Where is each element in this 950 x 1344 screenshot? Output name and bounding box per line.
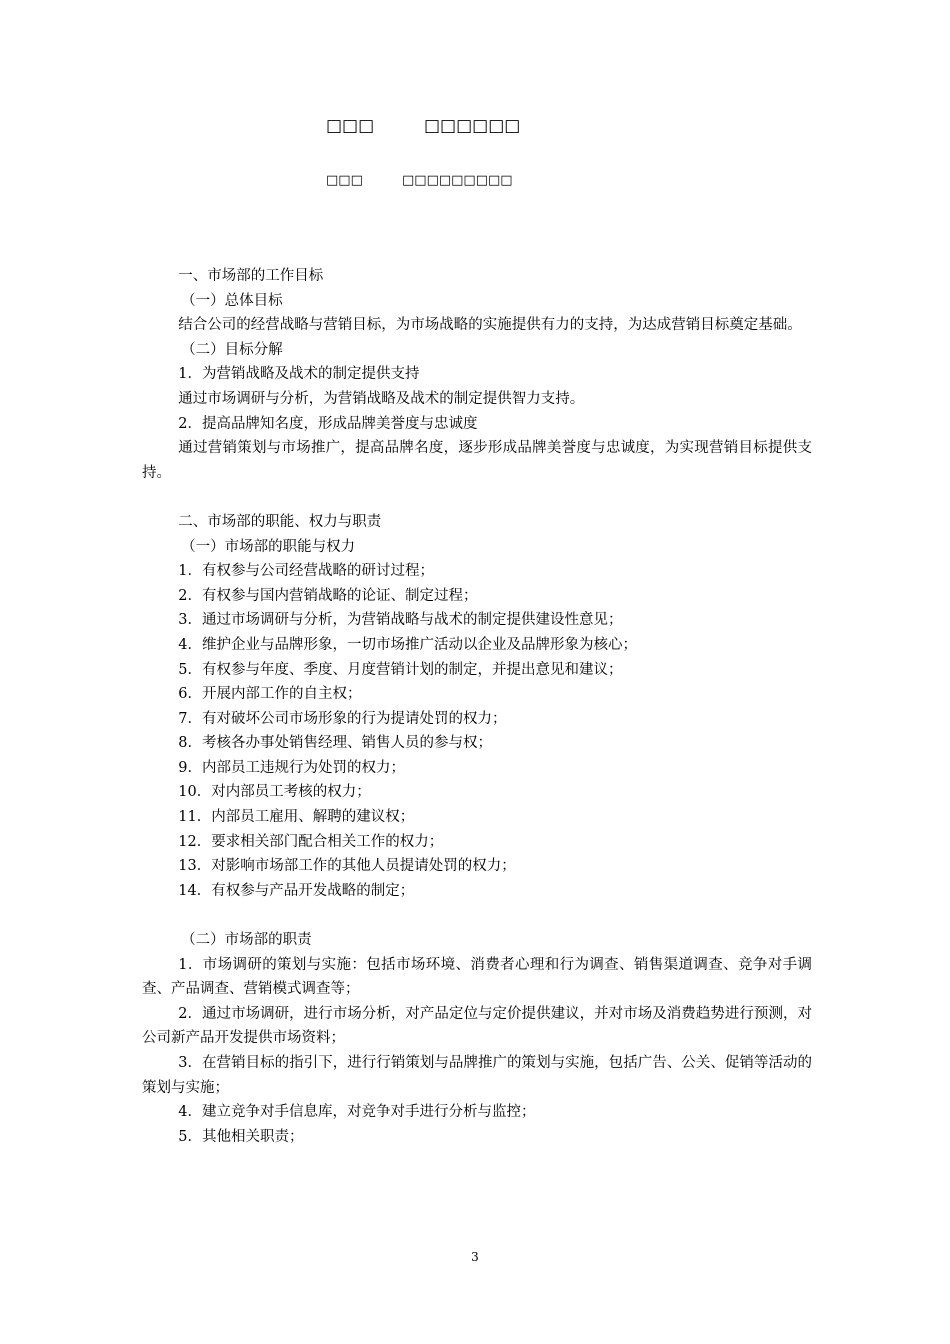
duty-item: 5．其他相关职责； [178, 1128, 304, 1145]
paragraph-gap [142, 903, 812, 928]
power-item: 9．内部员工违规行为处罚的权力； [178, 759, 405, 776]
power-item: 4．维护企业与品牌形象，一切市场推广活动以企业及品牌形象为核心； [178, 636, 637, 653]
goal-item-1-text: 通过市场调研与分析，为营销战略及战术的制定提供智力支持。 [178, 390, 585, 407]
chapter-title: □□□□□□ [424, 116, 521, 136]
duties-heading: （二）市场部的职责 [181, 932, 312, 949]
paragraph-gap [142, 485, 812, 510]
chapter-number: □□□ [326, 116, 375, 136]
section-number: □□□ [326, 173, 363, 188]
goal-item-1-title: 1．为营销战略及战术的制定提供支持 [178, 366, 420, 383]
power-item: 12．要求相关部门配合相关工作的权力； [178, 833, 444, 850]
duty-item: 2．通过市场调研，进行市场分析，对产品定位与定价提供建议，并对市场及消费趋势进行预测，对公司新产品开发提供市场资料； [142, 1005, 812, 1047]
power-item: 2．有权参与国内营销战略的论证、制定过程； [178, 587, 478, 604]
document-body [142, 264, 812, 1149]
overall-goal-heading: （一）总体目标 [181, 292, 283, 309]
overall-goal-text: 结合公司的经营战略与营销目标，为市场战略的实施提供有力的支持，为达成营销目标奠定基础。 [178, 317, 802, 334]
power-item: 10．对内部员工考核的权力； [178, 784, 371, 801]
duty-item: 1．市场调研的策划与实施：包括市场环境、消费者心理和行为调查、销售渠道调查、竞争对手调查、产品调查、营销模式调查等； [142, 956, 812, 998]
goal-item-2-text: 通过营销策划与市场推广，提高品牌名度，逐步形成品牌美誉度与忠诚度，为实现营销目标提供支持。 [142, 440, 812, 481]
part1-heading: 一、市场部的工作目标 [178, 268, 324, 284]
power-item: 8．考核各办事处销售经理、销售人员的参与权； [178, 735, 492, 752]
power-item: 7．有对破坏公司市场形象的行为提请处罚的权力； [178, 710, 507, 727]
power-item: 11．内部员工雇用、解聘的建议权； [178, 809, 415, 826]
section-title: □□□□□□□□□ [402, 173, 513, 188]
power-item: 13．对影响市场部工作的其他人员提请处罚的权力； [178, 858, 516, 875]
power-item: 5．有权参与年度、季度、月度营销计划的制定，并提出意见和建议； [178, 661, 623, 678]
goal-breakdown-heading: （二）目标分解 [181, 341, 283, 358]
power-item: 3．通过市场调研与分析，为营销战略与战术的制定提供建设性意见； [178, 612, 623, 629]
power-item: 14．有权参与产品开发战略的制定； [178, 882, 415, 899]
page-number: 3 [471, 1250, 479, 1264]
part2-heading: 二、市场部的职能、权力与职责 [178, 513, 382, 530]
power-item: 1．有权参与公司经营战略的研讨过程； [178, 563, 434, 580]
duty-item: 4．建立竞争对手信息库，对竞争对手进行分析与监控； [178, 1104, 536, 1121]
powers-heading: （一）市场部的职能与权力 [181, 538, 356, 555]
duty-item: 3．在营销目标的指引下，进行行销策划与品牌推广的策划与实施，包括广告、公关、促销等活动的策划与实施； [142, 1055, 812, 1096]
goal-item-2-title: 2．提高品牌知名度，形成品牌美誉度与忠诚度 [178, 415, 478, 432]
power-item: 6．开展内部工作的自主权； [178, 686, 362, 703]
